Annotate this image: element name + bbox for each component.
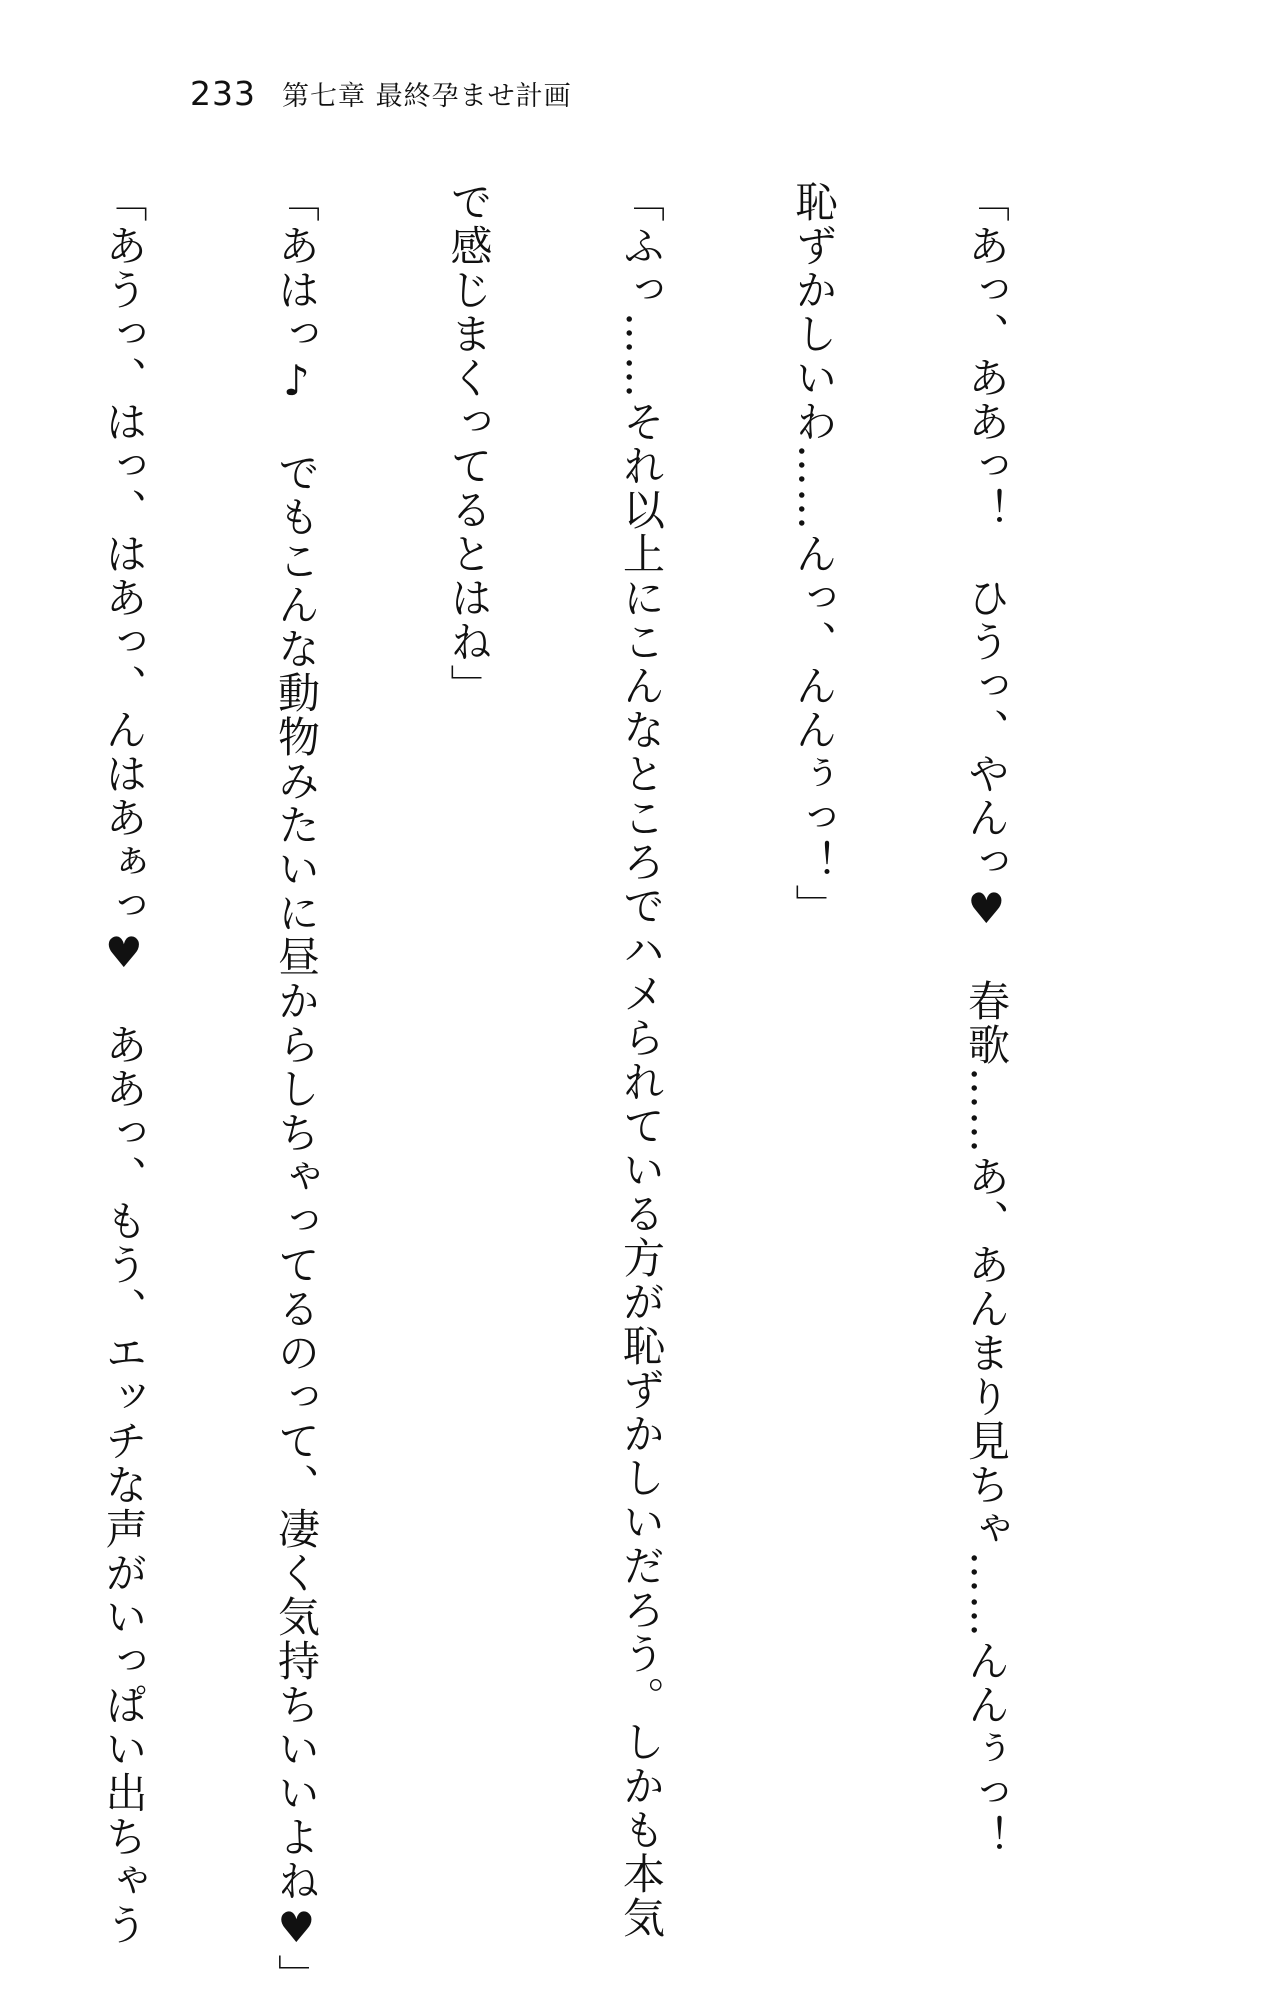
page-number: 233 — [190, 74, 256, 113]
text-line: 「あうっ、はっ、はあっ、んはあぁっ♥ ああっ、もう、エッチな声がいっぱい出ちゃう — [99, 180, 149, 1947]
text-line: 「あっ、ああっ！ ひうっ、やんっ♥ 春歌……あ、あんまり見ちゃ……んんぅっ！ — [962, 180, 1011, 1859]
chapter-title: 第七章 最終孕ませ計画 — [282, 81, 572, 112]
text-line: 「あはっ♪ でもこんな動物みたいに昼からしちゃってるのって、凄く気持ちいいよね♥」 — [272, 180, 321, 1998]
text-line: 恥ずかしいわ……んっ、んんぅっ！」 — [789, 180, 839, 928]
text-line: 「ふっ……それ以上にこんなところでハメられている方が恥ずかしいだろう。しかも本気 — [617, 180, 666, 1940]
text-line: で感じまくってるとはね」 — [444, 180, 494, 708]
running-header — [190, 74, 572, 124]
vertical-text-body — [0, 180, 1130, 1998]
